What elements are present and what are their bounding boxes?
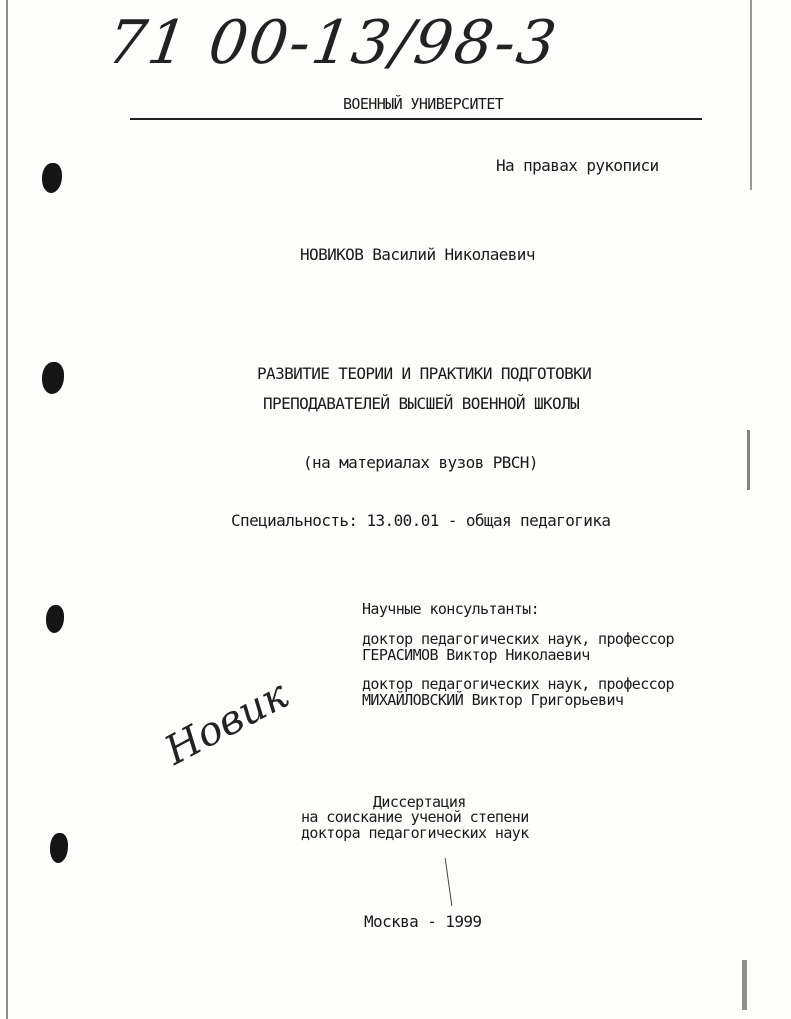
dissertation-line-3: доктора педагогических наук — [301, 824, 529, 842]
consultants-heading: Научные консультанты: — [362, 600, 540, 618]
handwritten-code: 71 00-13/98-3 — [103, 8, 563, 78]
consultant-2-degree: доктор педагогических наук, профессор — [362, 675, 674, 693]
pen-stroke — [445, 858, 453, 906]
signature: Новик — [157, 671, 296, 775]
consultant-1-name: ГЕРАСИМОВ Виктор Николаевич — [362, 646, 590, 664]
punch-hole-1 — [42, 163, 62, 193]
consultant-1-degree: доктор педагогических наук, профессор — [362, 630, 674, 648]
left-scan-edge — [6, 0, 8, 1019]
header-rule — [130, 118, 702, 120]
right-scan-edge — [750, 0, 752, 190]
right-scan-mark-bottom — [742, 960, 747, 1010]
author-name: НОВИКОВ Василий Николаевич — [300, 245, 535, 264]
title-line-2: ПРЕПОДАВАТЕЛЕЙ ВЫСШЕЙ ВОЕННОЙ ШКОЛЫ — [263, 394, 580, 413]
dissertation-line-2: на соискание ученой степени — [301, 808, 529, 826]
title-line-1: РАЗВИТИЕ ТЕОРИИ И ПРАКТИКИ ПОДГОТОВКИ — [257, 364, 592, 383]
consultant-2-name: МИХАЙЛОВСКИЙ Виктор Григорьевич — [362, 691, 624, 709]
title-subtitle: (на материалах вузов РВСН) — [303, 453, 538, 472]
specialty: Специальность: 13.00.01 - общая педагогика — [231, 511, 611, 530]
punch-hole-4 — [50, 833, 68, 863]
right-scan-mark — [747, 430, 750, 490]
punch-hole-2 — [42, 362, 64, 394]
institution-name: ВОЕННЫЙ УНИВЕРСИТЕТ — [343, 95, 504, 113]
place-year: Москва - 1999 — [364, 912, 482, 931]
dissertation-line-1: Диссертация — [373, 793, 466, 811]
punch-hole-3 — [46, 605, 64, 633]
manuscript-rights: На правах рукописи — [496, 156, 659, 175]
